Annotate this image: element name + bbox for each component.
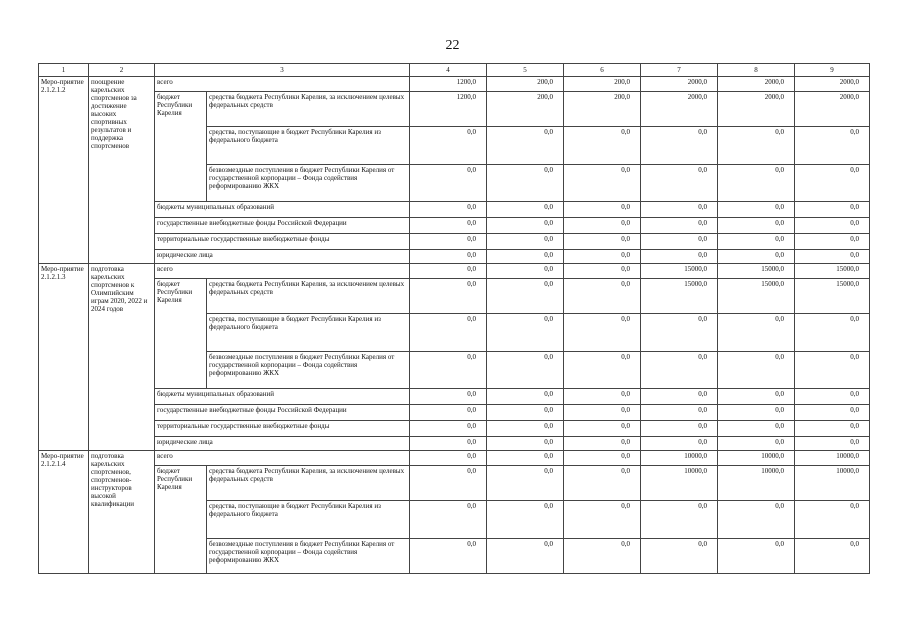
value-cell: 0,0: [718, 314, 795, 352]
value-cell: 0,0: [410, 250, 487, 264]
source-label: средства, поступающие в бюджет Республики Карелия из федерального бюджета: [207, 314, 410, 352]
value-cell: 0,0: [641, 539, 718, 574]
value-cell: 0,0: [564, 389, 641, 405]
value-cell: 0,0: [410, 314, 487, 352]
header-cell: 8: [718, 64, 795, 77]
value-cell: 10000,0: [795, 466, 870, 501]
value-cell: 2000,0: [718, 92, 795, 127]
value-cell: 0,0: [487, 127, 564, 165]
table-row: [39, 279, 870, 314]
value-cell: 0,0: [564, 234, 641, 250]
source-label: средства, поступающие в бюджет Республики Карелия из федерального бюджета: [207, 501, 410, 539]
value-cell: 0,0: [410, 352, 487, 389]
source-label: юридические лица: [155, 437, 410, 451]
value-cell: 0,0: [718, 352, 795, 389]
value-cell: 0,0: [410, 202, 487, 218]
value-cell: 2000,0: [641, 92, 718, 127]
table-row: [39, 202, 870, 218]
value-cell: 2000,0: [718, 77, 795, 92]
value-cell: 0,0: [795, 165, 870, 202]
source-label: всего: [155, 451, 410, 466]
value-cell: 0,0: [795, 234, 870, 250]
value-cell: 0,0: [487, 264, 564, 279]
value-cell: 0,0: [718, 165, 795, 202]
measure-name: подготовка карельских спортсменов, спортсменов-инструкторов высокой квалификации: [89, 451, 155, 574]
budget-rk-label: бюджет Республики Карелия: [155, 92, 207, 202]
value-cell: 0,0: [410, 539, 487, 574]
source-label: всего: [155, 77, 410, 92]
value-cell: 0,0: [718, 389, 795, 405]
value-cell: 0,0: [718, 405, 795, 421]
value-cell: 0,0: [564, 466, 641, 501]
table-row: [39, 437, 870, 451]
value-cell: 200,0: [564, 77, 641, 92]
value-cell: 1200,0: [410, 92, 487, 127]
table-row: [39, 92, 870, 127]
value-cell: 200,0: [487, 77, 564, 92]
value-cell: 2000,0: [641, 77, 718, 92]
value-cell: 0,0: [487, 279, 564, 314]
value-cell: 0,0: [487, 501, 564, 539]
value-cell: 0,0: [795, 352, 870, 389]
value-cell: 0,0: [487, 405, 564, 421]
source-label: бюджеты муниципальных образований: [155, 202, 410, 218]
value-cell: 0,0: [410, 389, 487, 405]
value-cell: 15000,0: [718, 264, 795, 279]
value-cell: 0,0: [718, 437, 795, 451]
value-cell: 0,0: [718, 234, 795, 250]
source-label: территориальные государственные внебюджетные фонды: [155, 234, 410, 250]
table-row: [39, 421, 870, 437]
value-cell: 0,0: [487, 314, 564, 352]
value-cell: 0,0: [641, 127, 718, 165]
value-cell: 0,0: [487, 466, 564, 501]
budget-table: [38, 63, 870, 574]
value-cell: 0,0: [564, 501, 641, 539]
table-row: [39, 264, 870, 279]
value-cell: 0,0: [641, 421, 718, 437]
value-cell: 0,0: [564, 314, 641, 352]
value-cell: 0,0: [641, 389, 718, 405]
source-label: бюджеты муниципальных образований: [155, 389, 410, 405]
measure-name: подготовка карельских спортсменов к Олимпийским играм 2020, 2022 и 2024 годов: [89, 264, 155, 451]
header-cell: 4: [410, 64, 487, 77]
source-label: безвозмездные поступления в бюджет Республики Карелия от государственной корпорации – Фонда содействия реформированию ЖКХ: [207, 539, 410, 574]
value-cell: 0,0: [641, 405, 718, 421]
value-cell: 0,0: [410, 437, 487, 451]
budget-rk-label: бюджет Республики Карелия: [155, 279, 207, 389]
header-cell: 2: [89, 64, 155, 77]
header-cell: 3: [155, 64, 410, 77]
value-cell: 0,0: [718, 250, 795, 264]
value-cell: 0,0: [718, 501, 795, 539]
value-cell: 1200,0: [410, 77, 487, 92]
value-cell: 0,0: [487, 421, 564, 437]
value-cell: 0,0: [564, 539, 641, 574]
value-cell: 0,0: [564, 279, 641, 314]
value-cell: 0,0: [795, 389, 870, 405]
value-cell: 0,0: [641, 314, 718, 352]
table-row: [39, 389, 870, 405]
value-cell: 10000,0: [795, 451, 870, 466]
value-cell: 0,0: [564, 437, 641, 451]
table-row: [39, 218, 870, 234]
value-cell: 0,0: [487, 437, 564, 451]
value-cell: 0,0: [410, 127, 487, 165]
header-cell: 7: [641, 64, 718, 77]
value-cell: 0,0: [718, 421, 795, 437]
header-cell: 5: [487, 64, 564, 77]
value-cell: 0,0: [795, 405, 870, 421]
value-cell: 0,0: [795, 250, 870, 264]
value-cell: 0,0: [795, 314, 870, 352]
value-cell: 0,0: [641, 250, 718, 264]
source-label: средства бюджета Республики Карелия, за исключением целевых федеральных средств: [207, 279, 410, 314]
value-cell: 0,0: [410, 421, 487, 437]
value-cell: 0,0: [718, 127, 795, 165]
value-cell: 0,0: [641, 501, 718, 539]
value-cell: 0,0: [410, 466, 487, 501]
value-cell: 2000,0: [795, 77, 870, 92]
value-cell: 0,0: [487, 234, 564, 250]
value-cell: 15000,0: [641, 279, 718, 314]
header-cell: 9: [795, 64, 870, 77]
source-label: безвозмездные поступления в бюджет Республики Карелия от государственной корпорации – Фонда содействия реформированию ЖКХ: [207, 352, 410, 389]
value-cell: 10000,0: [718, 451, 795, 466]
value-cell: 0,0: [564, 127, 641, 165]
value-cell: 10000,0: [641, 451, 718, 466]
value-cell: 0,0: [564, 405, 641, 421]
source-label: средства бюджета Республики Карелия, за исключением целевых федеральных средств: [207, 466, 410, 501]
header-row: [39, 64, 870, 77]
source-label: территориальные государственные внебюджетные фонды: [155, 421, 410, 437]
value-cell: 0,0: [487, 250, 564, 264]
source-label: средства, поступающие в бюджет Республики Карелия из федерального бюджета: [207, 127, 410, 165]
value-cell: 0,0: [564, 165, 641, 202]
value-cell: 0,0: [795, 539, 870, 574]
value-cell: 0,0: [564, 421, 641, 437]
source-label: безвозмездные поступления в бюджет Республики Карелия от государственной корпорации – Фонда содействия реформированию ЖКХ: [207, 165, 410, 202]
value-cell: 0,0: [795, 421, 870, 437]
value-cell: 0,0: [564, 451, 641, 466]
value-cell: 2000,0: [795, 92, 870, 127]
value-cell: 15000,0: [641, 264, 718, 279]
value-cell: 0,0: [564, 250, 641, 264]
value-cell: 0,0: [410, 264, 487, 279]
source-label: всего: [155, 264, 410, 279]
budget-rk-label: бюджет Республики Карелия: [155, 466, 207, 574]
value-cell: 0,0: [564, 218, 641, 234]
value-cell: 0,0: [410, 234, 487, 250]
header-cell: 6: [564, 64, 641, 77]
value-cell: 0,0: [641, 437, 718, 451]
value-cell: 0,0: [410, 165, 487, 202]
table-row: [39, 77, 870, 92]
value-cell: 200,0: [487, 92, 564, 127]
value-cell: 0,0: [487, 389, 564, 405]
table-row: [39, 405, 870, 421]
value-cell: 0,0: [564, 202, 641, 218]
value-cell: 0,0: [795, 127, 870, 165]
value-cell: 0,0: [718, 539, 795, 574]
value-cell: 0,0: [641, 202, 718, 218]
header-cell: 1: [39, 64, 89, 77]
value-cell: 0,0: [487, 202, 564, 218]
measure-code: Меро-приятие 2.1.2.1.2: [39, 77, 89, 264]
value-cell: 0,0: [641, 218, 718, 234]
value-cell: 0,0: [410, 501, 487, 539]
value-cell: 15000,0: [718, 279, 795, 314]
table-row: [39, 451, 870, 466]
page-number: 22: [445, 38, 460, 53]
value-cell: 0,0: [487, 539, 564, 574]
value-cell: 0,0: [718, 202, 795, 218]
value-cell: 0,0: [487, 165, 564, 202]
value-cell: 200,0: [564, 92, 641, 127]
value-cell: 0,0: [564, 352, 641, 389]
value-cell: 0,0: [795, 501, 870, 539]
value-cell: 0,0: [487, 451, 564, 466]
value-cell: 15000,0: [795, 279, 870, 314]
table-row: [39, 234, 870, 250]
source-label: средства бюджета Республики Карелия, за исключением целевых федеральных средств: [207, 92, 410, 127]
value-cell: 0,0: [795, 202, 870, 218]
value-cell: 0,0: [487, 352, 564, 389]
measure-name: поощрение карельских спортсменов за достижение высоких спортивных результатов и поддержка спортсменов: [89, 77, 155, 264]
value-cell: 0,0: [718, 218, 795, 234]
value-cell: 0,0: [795, 218, 870, 234]
value-cell: 0,0: [487, 218, 564, 234]
value-cell: 10000,0: [718, 466, 795, 501]
value-cell: 0,0: [641, 352, 718, 389]
value-cell: 0,0: [795, 437, 870, 451]
value-cell: 0,0: [564, 264, 641, 279]
value-cell: 0,0: [641, 165, 718, 202]
table-row: [39, 250, 870, 264]
value-cell: 15000,0: [795, 264, 870, 279]
value-cell: 0,0: [641, 234, 718, 250]
source-label: государственные внебюджетные фонды Российской Федерации: [155, 405, 410, 421]
measure-code: Меро-приятие 2.1.2.1.4: [39, 451, 89, 574]
value-cell: 0,0: [410, 279, 487, 314]
value-cell: 10000,0: [641, 466, 718, 501]
value-cell: 0,0: [410, 451, 487, 466]
source-label: государственные внебюджетные фонды Российской Федерации: [155, 218, 410, 234]
value-cell: 0,0: [410, 405, 487, 421]
table-row: [39, 466, 870, 501]
source-label: юридические лица: [155, 250, 410, 264]
measure-code: Меро-приятие 2.1.2.1.3: [39, 264, 89, 451]
value-cell: 0,0: [410, 218, 487, 234]
